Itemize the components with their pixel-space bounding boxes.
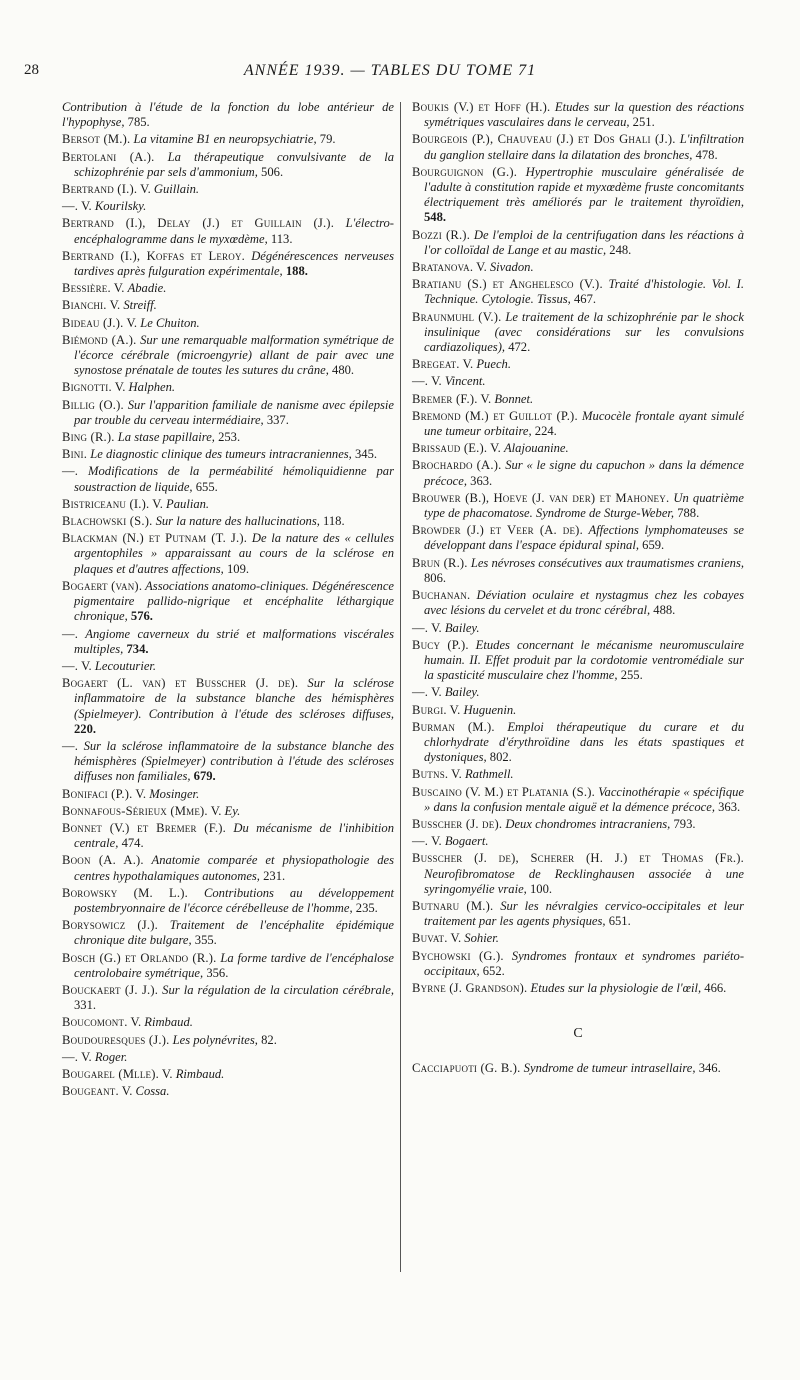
- index-entry: [62, 983, 394, 1013]
- entry-author: Bourgeois (P.), Chauveau (J.) et Dos Ghali (J.).: [412, 132, 676, 147]
- entry-author: Bouckaert (J. J.).: [62, 982, 159, 997]
- entry-page: 363.: [467, 473, 493, 488]
- column-divider: [400, 102, 401, 1272]
- index-entry: [62, 380, 394, 395]
- entry-title: Sur l'apparition familiale de nanisme avec épilepsie par trouble du cerveau intermédiaire,: [74, 397, 395, 427]
- entry-crossref: V. Paulian.: [149, 496, 210, 511]
- entry-title: Syndromes frontaux et syndromes pariéto-occipitaux,: [424, 948, 745, 978]
- entry-author: Bychowski (G.).: [412, 948, 504, 963]
- entry-crossref: V. Bailey.: [428, 685, 480, 700]
- entry-author: Buscaino (V. M.) et Platania (S.).: [412, 784, 595, 799]
- entry-page: 478.: [692, 147, 718, 162]
- index-entry: [62, 182, 394, 197]
- index-entry: [412, 621, 744, 636]
- index-entry: [62, 514, 394, 529]
- entry-author: Brun (R.).: [412, 555, 468, 570]
- entry-title: L'infiltration du ganglion stellaire dans la dilatation des bronches,: [424, 132, 744, 162]
- entry-author: Bertrand (I.).: [62, 182, 138, 197]
- entry-page: 651.: [605, 914, 631, 929]
- entry-author: —.: [62, 626, 79, 641]
- entry-author: Bremond (M.) et Guillot (P.).: [412, 408, 578, 423]
- index-entry: [412, 441, 744, 456]
- index-entry: [412, 949, 744, 979]
- entry-crossref: V. Guillain.: [137, 182, 200, 197]
- index-entry: [412, 817, 744, 832]
- entry-author: Bessière.: [62, 281, 111, 296]
- entry-author: Billig (O.).: [62, 397, 124, 412]
- entry-title: Dégénérescences nerveuses tardives après fulguration expérimentale,: [74, 248, 394, 279]
- entry-title: Sur une remarquable malformation symétrique de l'écorce cérébrale (microengyrie) allant de pair avec une synostose prénatale de toutes les sutures du crâne,: [74, 332, 394, 378]
- index-entry: [62, 804, 394, 819]
- entry-author: Bougarel (Mlle).: [62, 1066, 159, 1081]
- entry-page: 235.: [352, 900, 378, 915]
- entry-crossref: V. Alajouanine.: [487, 441, 569, 456]
- entry-author: Braunmuhl (V.).: [412, 309, 502, 324]
- entry-author: Brissaud (E.).: [412, 441, 488, 456]
- entry-author: Bratianu (S.) et Anghelesco (V.).: [412, 277, 603, 292]
- entry-author: Boucomont.: [62, 1015, 128, 1030]
- index-entry: [412, 277, 744, 307]
- entry-author: Bregeat.: [412, 357, 460, 372]
- entry-title: Hypertrophie musculaire généralisée de l'adulte à constitution rapide et myxœdème fruste concomitants électriquement très améliorés par le traitement thyroïdien,: [424, 164, 744, 210]
- entry-author: —.: [62, 464, 79, 479]
- entry-crossref: V. Lecouturier.: [78, 658, 157, 673]
- entry-author: Buvat.: [412, 931, 448, 946]
- entry-page: 802.: [486, 750, 512, 765]
- entry-page: 363.: [714, 799, 741, 814]
- entry-page: 346.: [695, 1061, 721, 1076]
- entry-crossref: V. Bailey.: [428, 620, 480, 635]
- entry-page: 253.: [214, 430, 241, 445]
- section-c-entries: [412, 1061, 744, 1076]
- index-entry: [62, 216, 394, 246]
- index-entry: [62, 1067, 394, 1082]
- entry-title: Angiome caverneux du strié et malformations viscérales multiples,: [74, 626, 394, 656]
- index-entry: [412, 785, 744, 815]
- index-entry: [62, 298, 394, 313]
- entry-page: 506.: [257, 164, 284, 179]
- entry-page: 82.: [257, 1032, 277, 1047]
- entry-author: Burgi.: [412, 702, 447, 717]
- entry-author: Burman (M.).: [412, 719, 495, 734]
- entry-title: De la nature des « cellules argentophiles » apparaissant au cours de la sclérose en plaques et d'autres affections,: [74, 531, 394, 576]
- entry-author: Brochardo (A.).: [412, 458, 502, 473]
- entry-author: Butnaru (M.).: [412, 898, 494, 913]
- entry-page: 231.: [259, 868, 286, 883]
- section-letter-c: C: [573, 1026, 583, 1042]
- entry-page: 251.: [629, 115, 655, 130]
- entry-title: Traité d'histologie. Vol. I. Technique. Cytologie. Tissus,: [424, 277, 744, 307]
- entry-page: 248.: [606, 242, 632, 257]
- entry-crossref: V. Kourilsky.: [78, 199, 147, 214]
- index-entry: [62, 281, 394, 296]
- entry-page: 224.: [531, 424, 557, 439]
- index-entry: [412, 491, 744, 521]
- entry-author: Biémond (A.).: [62, 332, 137, 347]
- entry-title: La vitamine B1 en neuropsychiatrie,: [130, 132, 317, 147]
- entry-author: Borowsky (M. L.).: [62, 885, 188, 900]
- index-entry: [412, 458, 744, 488]
- entry-page: 576.: [127, 609, 153, 624]
- entry-title: La forme tardive de l'encéphalose centrolobaire symétrique,: [74, 950, 394, 980]
- entry-author: Borysowicz (J.).: [62, 918, 158, 933]
- index-entry: [412, 100, 744, 130]
- entry-page: 113.: [267, 231, 293, 246]
- entry-author: Busscher (J. de).: [412, 816, 503, 831]
- entry-title: La thérapeutique convulsivante de la schizophrénie par sels d'ammonium,: [74, 149, 394, 179]
- index-entry: [412, 981, 744, 996]
- index-entry: [62, 739, 394, 785]
- entry-page: 467.: [570, 292, 597, 307]
- index-entry: [412, 409, 744, 439]
- entry-title: Syndrome de tumeur intrasellaire,: [520, 1061, 696, 1076]
- index-entry: [62, 1084, 394, 1099]
- entry-crossref: V. Roger.: [78, 1049, 128, 1064]
- entry-title: Sur « le signe du capuchon » dans la démence précoce,: [424, 458, 744, 488]
- index-entry: [412, 703, 744, 718]
- entry-page: 679.: [190, 769, 216, 784]
- entry-page: 79.: [316, 132, 336, 147]
- entry-page: 109.: [223, 561, 250, 576]
- entry-author: Bini.: [62, 447, 88, 462]
- right-column-entries: [412, 100, 744, 996]
- index-entry: [62, 447, 394, 462]
- entry-page: 188.: [282, 264, 308, 279]
- entry-title: Les polynévrites,: [169, 1032, 258, 1047]
- entry-page: 806.: [424, 570, 447, 585]
- entry-page: 793.: [670, 816, 696, 831]
- entry-author: Bertrand (I.), Delay (J.) et Guillain (J.).: [62, 216, 335, 231]
- entry-crossref: V. Bogaert.: [428, 834, 489, 849]
- index-entry: [62, 199, 394, 214]
- entry-author: Bonnet (V.) et Bremer (F.).: [62, 820, 226, 835]
- entry-title: Déviation oculaire et nystagmus chez les cobayes avec lésions du cervelet et du tronc cérébral,: [424, 588, 744, 618]
- entry-page: 345.: [351, 447, 378, 462]
- entry-title: Etudes sur la question des réactions symétriques vasculaires dans le cerveau,: [424, 100, 744, 130]
- entry-page: 655.: [192, 479, 218, 494]
- index-entry: [62, 464, 394, 494]
- entry-crossref: V. Rimbaud.: [127, 1015, 193, 1030]
- index-entry: [62, 886, 394, 916]
- entry-title: Un quatrième type de phacomatose. Syndrome de Sturge-Weber,: [424, 490, 744, 521]
- entry-author: —.: [412, 620, 429, 635]
- entry-author: Byrne (J. Grandson).: [412, 980, 528, 995]
- entry-crossref: V. Sohier.: [447, 931, 499, 946]
- index-entry: [62, 333, 394, 379]
- entry-title: Sur la nature des hallucinations,: [152, 514, 320, 529]
- entry-author: Bougeant.: [62, 1084, 119, 1099]
- index-entry: [62, 132, 394, 147]
- entry-author: —.: [62, 1049, 79, 1064]
- entry-title: Emploi thérapeutique du curare et du chlorhydrate d'érythroïdine dans les états spastiques et dystoniques,: [424, 719, 744, 765]
- entry-crossref: V. Vincent.: [428, 374, 486, 389]
- index-entry: [412, 588, 744, 618]
- index-entry: [412, 523, 744, 553]
- index-entry: [62, 249, 394, 279]
- left-column: [62, 100, 394, 1101]
- entry-page: 118.: [319, 514, 345, 529]
- entry-page: 652.: [479, 963, 505, 978]
- entry-author: —.: [62, 738, 79, 753]
- index-entry: [412, 685, 744, 700]
- entry-page: 100.: [526, 881, 553, 896]
- entry-author: Bogaert (L. van) et Busscher (J. de).: [62, 676, 299, 691]
- index-entry: [412, 1061, 744, 1076]
- entry-author: Bistriceanu (I.).: [62, 496, 150, 511]
- entry-author: Bertrand (I.), Koffas et Leroy.: [62, 248, 245, 263]
- entry-page: 356.: [203, 965, 229, 980]
- entry-page: 474.: [118, 836, 144, 851]
- entry-crossref: V. Abadie.: [110, 281, 167, 296]
- entry-author: —.: [62, 658, 79, 673]
- entry-author: —.: [62, 199, 79, 214]
- index-entry: [412, 260, 744, 275]
- entry-page: 548.: [424, 210, 447, 225]
- entry-title: Du mécanisme de l'inhibition centrale,: [74, 820, 394, 851]
- index-entry: [412, 834, 744, 849]
- index-entry: [62, 853, 394, 883]
- entry-page: 788.: [674, 506, 700, 521]
- index-entry: [412, 392, 744, 407]
- entry-author: —.: [412, 685, 429, 700]
- entry-crossref: V. Cossa.: [118, 1084, 170, 1099]
- index-entry: [62, 951, 394, 981]
- index-entry: [412, 931, 744, 946]
- entry-author: Bogaert (van).: [62, 578, 143, 593]
- entry-crossref: V. Rimbaud.: [158, 1066, 225, 1081]
- index-entry: [412, 357, 744, 372]
- entry-title: Neurofibromatose de Recklinghausen associée à une syringomyélie vraie,: [424, 866, 744, 896]
- entry-author: Bonnafous-Sérieux (Mme).: [62, 803, 208, 818]
- entry-title: Les névroses consécutives aux traumatismes craniens,: [467, 555, 745, 570]
- right-column: [412, 100, 744, 1079]
- entry-crossref: V. Rathmell.: [448, 767, 514, 782]
- index-entry: [62, 579, 394, 625]
- index-entry: [62, 150, 394, 180]
- entry-author: Bratanova.: [412, 260, 474, 275]
- entry-page: 480.: [328, 363, 355, 378]
- entry-author: Bozzi (R.).: [412, 227, 471, 242]
- entry-author: Bianchi.: [62, 298, 107, 313]
- entry-crossref: V. Huguenin.: [446, 702, 517, 717]
- entry-page: 472.: [505, 340, 531, 355]
- entry-author: Bosch (G.) et Orlando (R.).: [62, 950, 217, 965]
- index-entry: [62, 497, 394, 512]
- index-entry: [412, 228, 744, 258]
- entry-title: De l'emploi de la centrifugation dans les réactions à l'or colloïdal de Lange et au mastic,: [424, 227, 744, 257]
- index-entry: [412, 310, 744, 356]
- entry-crossref: V. Ey.: [207, 803, 241, 818]
- index-entry: [62, 398, 394, 428]
- index-entry: [62, 1015, 394, 1030]
- entry-crossref: V. Halphen.: [111, 380, 176, 395]
- entry-page: 466.: [701, 980, 727, 995]
- entry-title: Sur la régulation de la circulation cérébrale,: [158, 982, 394, 997]
- entry-title: Vaccinothérapie « spécifique » dans la confusion mentale aiguë et la démence précoce,: [424, 784, 744, 814]
- entry-author: Bersot (M.).: [62, 132, 131, 147]
- running-title: ANNÉE 1939. — TABLES DU TOME 71: [243, 62, 537, 79]
- entry-author: Brouwer (B.), Hoeve (J. van der) et Mahoney.: [412, 490, 670, 505]
- entry-title: Contribution à l'étude de la fonction du lobe antérieur de l'hypophyse,: [62, 100, 394, 130]
- entry-page: 255.: [617, 668, 643, 683]
- entry-author: Bourguignon (G.).: [412, 164, 518, 179]
- index-entry: [412, 767, 744, 782]
- entry-title: Mucocèle frontale ayant simulé une tumeur orbitaire,: [424, 408, 744, 439]
- entry-title: La stase papillaire,: [114, 430, 215, 445]
- entry-author: Bignotti.: [62, 380, 112, 395]
- entry-title: Sur les névralgies cervico-occipitales et leur traitement par les agents physiques,: [424, 898, 744, 929]
- index-entry: [62, 659, 394, 674]
- entry-title: Etudes concernant le mécanisme neuromusculaire humain. II. Effet produit par la cordotomie ventromédiale sur la spasticité musculaire chez l'homme,: [424, 637, 745, 683]
- entry-page: 488.: [650, 603, 676, 618]
- entry-page: 331.: [74, 998, 97, 1013]
- entry-title: Associations anatomo-cliniques. Dégénérescence pigmentaire pallido-nigrique et encéphalite léthargique chronique,: [74, 578, 395, 624]
- index-entry: [62, 821, 394, 851]
- entry-crossref: V. Streiff.: [106, 298, 157, 313]
- index-entry: [412, 132, 744, 162]
- entry-crossref: V. Mosinger.: [132, 786, 200, 801]
- entry-author: Boukis (V.) et Hoff (H.).: [412, 100, 551, 114]
- index-entry: [412, 720, 744, 766]
- entry-author: Bertolani (A.).: [62, 149, 155, 164]
- page-number: 28: [24, 62, 39, 78]
- entry-page: 659.: [639, 538, 665, 553]
- index-entry: [62, 430, 394, 445]
- entry-page: 220.: [74, 721, 97, 736]
- index-entry: [62, 100, 394, 130]
- entry-page: 355.: [191, 933, 217, 948]
- index-entry: [412, 899, 744, 929]
- entry-title: Le traitement de la schizophrénie par le shock insulinique (avec considérations sur les convulsions cardiazoliques),: [424, 309, 744, 355]
- index-entry: [62, 1050, 394, 1065]
- entry-title: Affections lymphomateuses se développant dans l'espace épidural spinal,: [424, 523, 744, 553]
- index-entry: [412, 165, 744, 226]
- entry-crossref: V. Le Chuiton.: [123, 315, 200, 330]
- entry-title: Contributions au développement postembryonnaire de l'écorce cérébelleuse de l'homme,: [74, 885, 395, 915]
- entry-author: Boudouresques (J.).: [62, 1032, 170, 1047]
- entry-title: Modifications de la perméabilité hémoliquidienne par soustraction de liquide,: [74, 464, 394, 494]
- index-entry: [62, 787, 394, 802]
- entry-author: Cacciapuoti (G. B.).: [412, 1061, 521, 1076]
- entry-page: 734.: [123, 641, 149, 656]
- entry-title: Deux chondromes intracraniens,: [502, 816, 671, 831]
- entry-author: Browder (J.) et Veer (A. de).: [412, 523, 583, 538]
- index-entry: [412, 556, 744, 586]
- entry-title: Sur la sclérose inflammatoire de la substance blanche des hémisphères (Spielmeyer) contribution à l'étude des scléroses diffuses non familiales,: [74, 738, 394, 784]
- index-entry: [62, 316, 394, 331]
- entry-title: Anatomie comparée et physiopathologie des centres hypothalamiques autonomes,: [74, 853, 395, 883]
- entry-page: 337.: [263, 412, 289, 427]
- entry-title: Etudes sur la physiologie de l'œil,: [527, 980, 702, 995]
- index-entry: [412, 374, 744, 389]
- index-entry: [62, 918, 394, 948]
- entry-author: Boon (A. A.).: [62, 853, 144, 868]
- entry-author: Bing (R.).: [62, 430, 115, 445]
- index-entry: [62, 676, 394, 737]
- index-entry: [62, 627, 394, 657]
- entry-author: Blackman (N.) et Putnam (T. J.).: [62, 531, 248, 546]
- entry-author: Buchanan.: [412, 588, 471, 603]
- page-header: [24, 62, 756, 88]
- entry-author: —.: [412, 834, 429, 849]
- index-entry: [62, 1033, 394, 1048]
- entry-crossref: V. Puech.: [459, 357, 511, 372]
- entry-title: Sur la sclérose inflammatoire de la substance blanche des hémisphères (Spielmeyer). Contribution à l'étude des scléroses diffuses,: [74, 676, 394, 721]
- entry-title: Traitement de l'encéphalite épidémique chronique dite bulgare,: [74, 918, 394, 948]
- index-entry: [412, 851, 744, 897]
- entry-author: Bremer (F.).: [412, 391, 478, 406]
- entry-author: Blachowski (S.).: [62, 514, 153, 529]
- entry-title: Le diagnostic clinique des tumeurs intracraniennes,: [87, 447, 352, 462]
- entry-author: Bonifaci (P.).: [62, 786, 133, 801]
- index-entry: [412, 638, 744, 684]
- index-entry: [62, 531, 394, 577]
- entry-crossref: V. Sivadon.: [473, 260, 534, 275]
- entry-crossref: V. Bonnet.: [477, 391, 534, 406]
- entry-author: Busscher (J. de), Scherer (H. J.) et Thomas (Fr.).: [412, 851, 744, 866]
- entry-author: Bucy (P.).: [412, 637, 469, 652]
- entry-author: Bideau (J.).: [62, 315, 124, 330]
- entry-author: Butns.: [412, 767, 449, 782]
- entry-page: 785.: [124, 115, 150, 130]
- entry-author: —.: [412, 374, 429, 389]
- entry-title: L'électro-encéphalogramme dans le myxœdème,: [74, 216, 394, 246]
